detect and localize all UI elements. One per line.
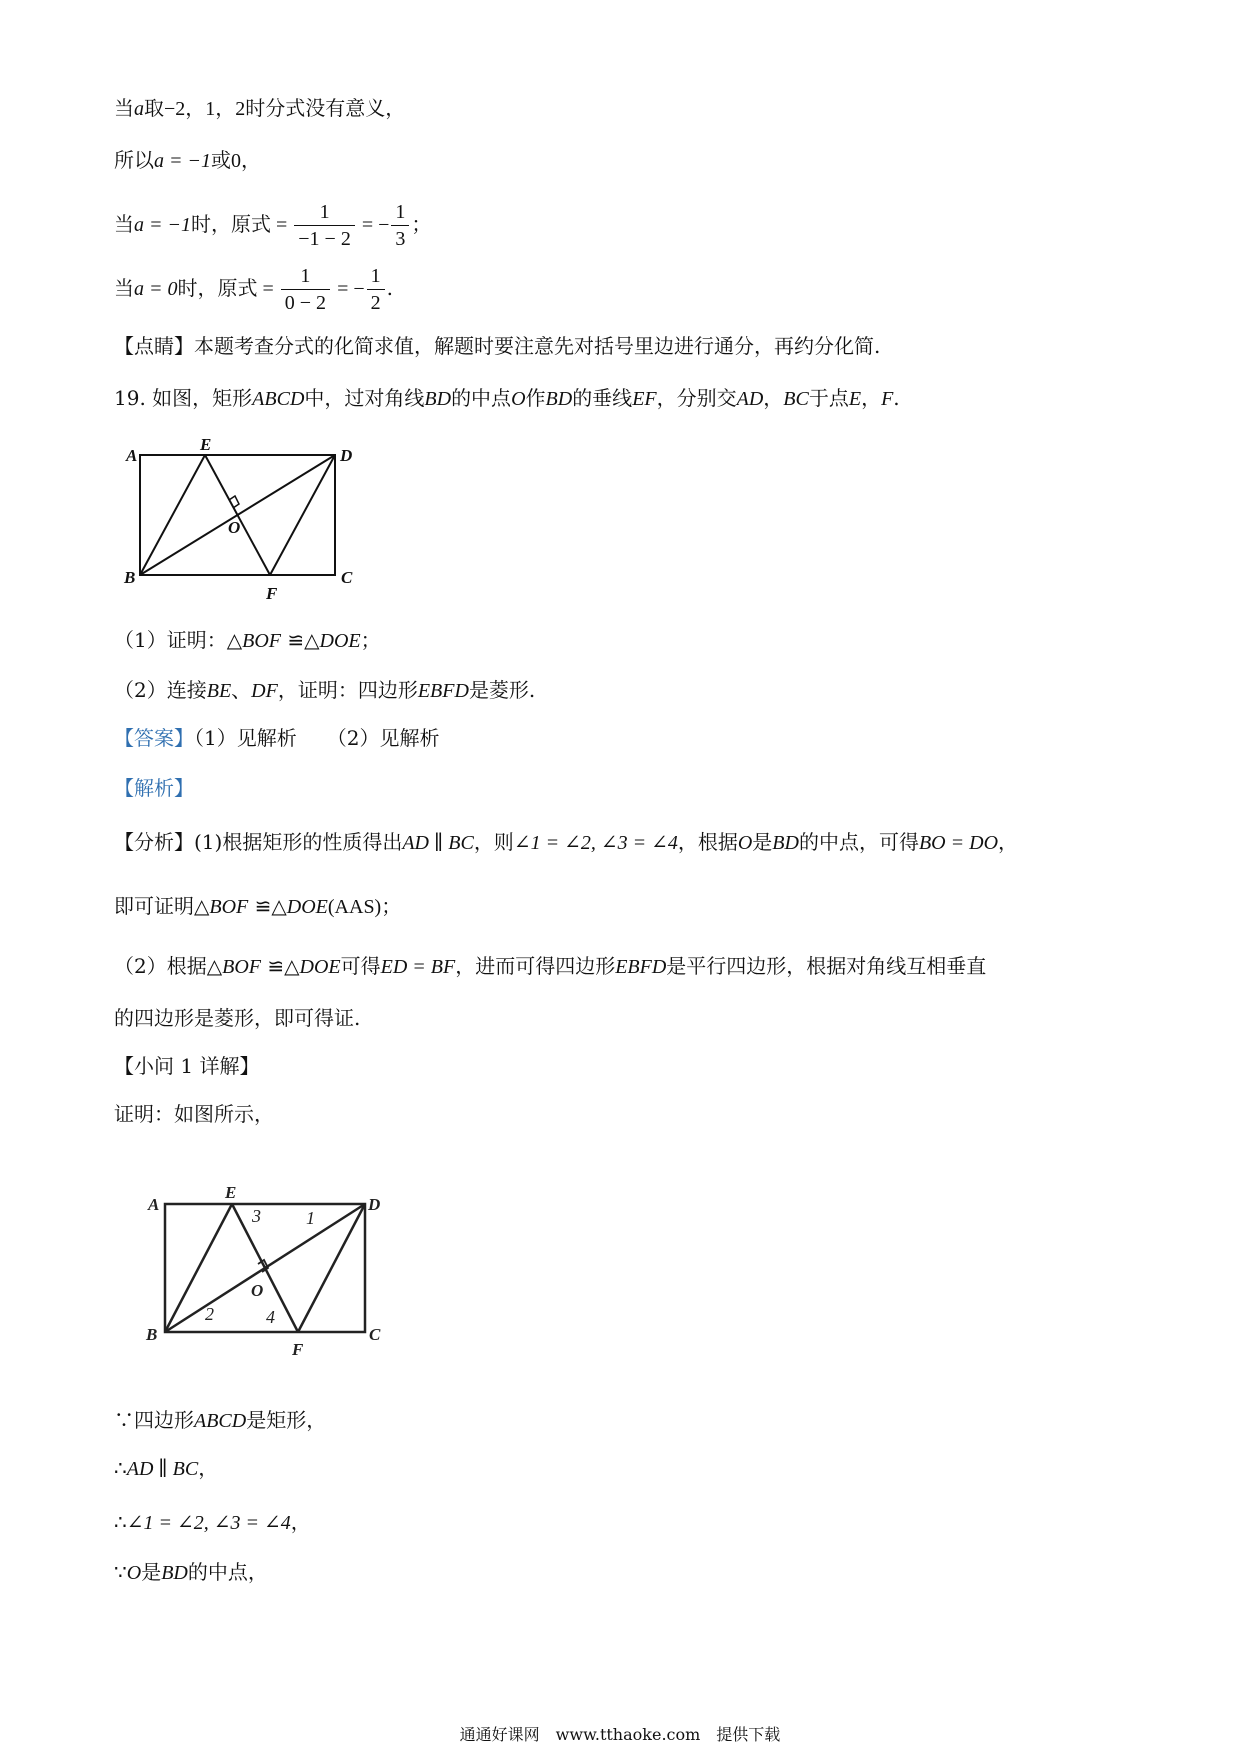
answer-line (114, 724, 439, 752)
question-19 (114, 384, 900, 413)
text: ， (185, 96, 206, 120)
text: 当 (114, 96, 134, 120)
text: ，根据 (677, 830, 738, 854)
math-num: 0 (231, 150, 241, 172)
text: 所以 (114, 148, 154, 172)
math-eq: ∠1 = ∠2, ∠3 = ∠4 (126, 1512, 291, 1534)
numerator: 1 (370, 265, 381, 287)
label-F: F (266, 584, 278, 603)
text: 是平行四边形，根据对角线互相垂直 (666, 954, 987, 978)
text: ≌△ (261, 954, 300, 978)
text: ，则 (473, 830, 514, 854)
denominator: 0 − 2 (281, 289, 330, 316)
sub-question-2 (114, 676, 535, 705)
label-B: B (146, 1325, 158, 1344)
math-var: DF (251, 680, 278, 702)
label-O: O (251, 1281, 264, 1300)
math-eq: AD ∥ BC (126, 1458, 199, 1480)
math-var: DOE (286, 896, 328, 918)
math-var: ABCD (194, 1410, 247, 1432)
math-var: BD (545, 388, 573, 410)
numerator: 1 (319, 201, 330, 223)
proof-step-4 (114, 1558, 268, 1587)
math-var: BD (772, 832, 799, 854)
text: ， (861, 386, 882, 410)
math-eq: BO = DO (918, 832, 999, 854)
text: ， (215, 96, 236, 120)
seg-fd (270, 455, 335, 575)
text: . (386, 276, 393, 300)
analysis-line-4: 的四边形是菱形，即可得证. (114, 1006, 361, 1030)
math-op: = (257, 278, 279, 300)
math-var: O (737, 832, 753, 854)
text: 的中点，可得 (798, 830, 919, 854)
label-A: A (148, 1195, 160, 1214)
math-op: = (271, 214, 293, 236)
text: ， (241, 148, 261, 172)
text: ，进而可得四边形 (455, 954, 616, 978)
text: ； (411, 212, 432, 236)
figure-rectangle-1 (120, 425, 380, 610)
text: （2）连接 (114, 678, 207, 702)
fraction (391, 199, 409, 252)
text: 是菱形. (468, 678, 536, 702)
solution-line-4 (114, 258, 393, 319)
text: 时分式没有意义， (245, 96, 406, 120)
text: 四边形 (134, 1408, 194, 1432)
proof-intro: 证明：如图所示， (114, 1102, 274, 1126)
math-var: BC (783, 388, 809, 410)
text: ， (290, 1510, 311, 1534)
denominator: 2 (367, 289, 385, 316)
page-footer: 通通好课网 www.tthaoke.com 提供下载 (459, 1725, 781, 1744)
numerator: 1 (395, 201, 406, 223)
math-var: BD (161, 1562, 188, 1584)
math-num: 1 (205, 98, 216, 120)
math-var: BE (206, 680, 232, 702)
text: 或 (211, 148, 231, 172)
math-var: O (126, 1562, 142, 1584)
dianjing-note: 【点睛】本题考查分式的化简求值，解题时要注意先对括号里边进行通分，再约分化简. (114, 334, 881, 358)
text: 、 (231, 678, 252, 702)
math-var: EBFD (615, 956, 667, 978)
label-O: O (228, 518, 241, 537)
text: ≌△ (248, 894, 287, 918)
text: 作 (525, 386, 546, 410)
fraction (294, 199, 355, 252)
fraction (367, 263, 385, 316)
math-text: (AAS) (327, 896, 382, 918)
proof-step-3 (114, 1508, 311, 1537)
seg-be (165, 1204, 232, 1332)
text: ，证明：四边形 (277, 678, 418, 702)
math-eq: AD ∥ BC (402, 832, 474, 854)
text: ，分别交 (656, 386, 737, 410)
because-symbol: ∵ (114, 1560, 127, 1584)
text: 即可证明△ (114, 894, 210, 918)
figure-rectangle-2 (140, 1180, 400, 1360)
because-symbol: ∵ (114, 1408, 134, 1432)
math-eq: ED = BF (380, 956, 456, 978)
solution-line-2 (114, 146, 261, 175)
text: ； (381, 894, 402, 918)
text: 是 (141, 1560, 162, 1584)
text: 是 (752, 830, 773, 854)
math-num: 2 (235, 98, 246, 120)
text: （2）根据△ (114, 954, 223, 978)
angle-label-1: 1 (306, 1208, 315, 1228)
xiangjie-heading: 【小问 1 详解】 (114, 1054, 260, 1078)
math-var: BOF (222, 956, 261, 978)
text: 于点 (808, 386, 849, 410)
angle-label-2: 2 (205, 1304, 214, 1324)
math-eq: a = −1 (134, 214, 191, 236)
seg-ef (205, 455, 270, 575)
denominator: 3 (391, 225, 409, 252)
text: 的中点 (451, 386, 512, 410)
analysis-line-2 (114, 892, 401, 921)
math-var: BOF (209, 896, 249, 918)
answer-tag: 【答案】 (114, 726, 194, 750)
text: （1）证明：△ (114, 628, 243, 652)
math-eq: ∠1 = ∠2, ∠3 = ∠4 (513, 832, 678, 854)
text: 取 (144, 96, 164, 120)
proof-step-1 (114, 1406, 326, 1435)
math-var: O (511, 388, 526, 410)
numerator: 1 (300, 265, 311, 287)
text: ， (198, 1456, 219, 1480)
therefore-symbol: ∴ (114, 1456, 127, 1480)
text: 时，原式 (177, 276, 258, 300)
text: 【分析】(1)根据矩形的性质得出 (114, 830, 403, 854)
math-var: DOE (299, 956, 341, 978)
angle-label-4: 4 (266, 1307, 275, 1327)
answer-text: （1）见解析 （2）见解析 (194, 726, 440, 750)
label-F: F (292, 1340, 304, 1359)
math-var: F (881, 388, 894, 410)
denominator: −1 − 2 (294, 225, 355, 252)
jiexi-tag: 【解析】 (114, 776, 194, 800)
therefore-symbol: ∴ (114, 1510, 127, 1534)
text: 时，原式 (191, 212, 271, 236)
math-op: = − (356, 214, 390, 236)
proof-step-2 (114, 1454, 218, 1483)
math-var: DOE (319, 630, 361, 652)
math-eq: a = 0 (134, 278, 178, 300)
sub-question-1 (114, 626, 381, 655)
math-var: EBFD (417, 680, 469, 702)
solution-line-3 (114, 194, 431, 255)
label-E: E (225, 1183, 237, 1202)
text: 的垂线 (572, 386, 633, 410)
math-var: BD (424, 388, 452, 410)
text: ； (360, 628, 381, 652)
text: ， (998, 830, 1019, 854)
angle-label-3: 3 (252, 1206, 261, 1226)
seg-ef (232, 1204, 298, 1332)
text: 19. 如图，矩形 (114, 386, 253, 410)
text: ， (763, 386, 784, 410)
text: 当 (114, 276, 134, 300)
label-B: B (124, 568, 136, 587)
math-var: a (134, 98, 144, 120)
text: 当 (114, 212, 134, 236)
fraction (281, 263, 330, 316)
analysis-line-3 (114, 952, 986, 981)
math-var: AD (736, 388, 764, 410)
label-C: C (369, 1325, 381, 1344)
math-num: −2 (164, 98, 186, 120)
text: 的中点， (187, 1560, 268, 1584)
text: 是矩形， (246, 1408, 327, 1432)
seg-be (140, 455, 205, 575)
text: . (893, 386, 900, 410)
label-A: A (126, 446, 138, 465)
label-D: D (340, 446, 353, 465)
text: ≌△ (281, 628, 320, 652)
text: 可得 (340, 954, 381, 978)
math-var: EF (632, 388, 657, 410)
math-eq: a = −1 (154, 150, 211, 172)
math-var: ABCD (252, 388, 305, 410)
label-D: D (368, 1195, 381, 1214)
text: 中，过对角线 (304, 386, 425, 410)
label-C: C (341, 568, 353, 587)
label-E: E (200, 435, 212, 454)
analysis-line-1 (114, 828, 1018, 857)
math-var: BOF (242, 630, 281, 652)
math-var: E (848, 388, 862, 410)
math-op: = − (332, 278, 365, 300)
solution-line-1 (114, 94, 405, 123)
